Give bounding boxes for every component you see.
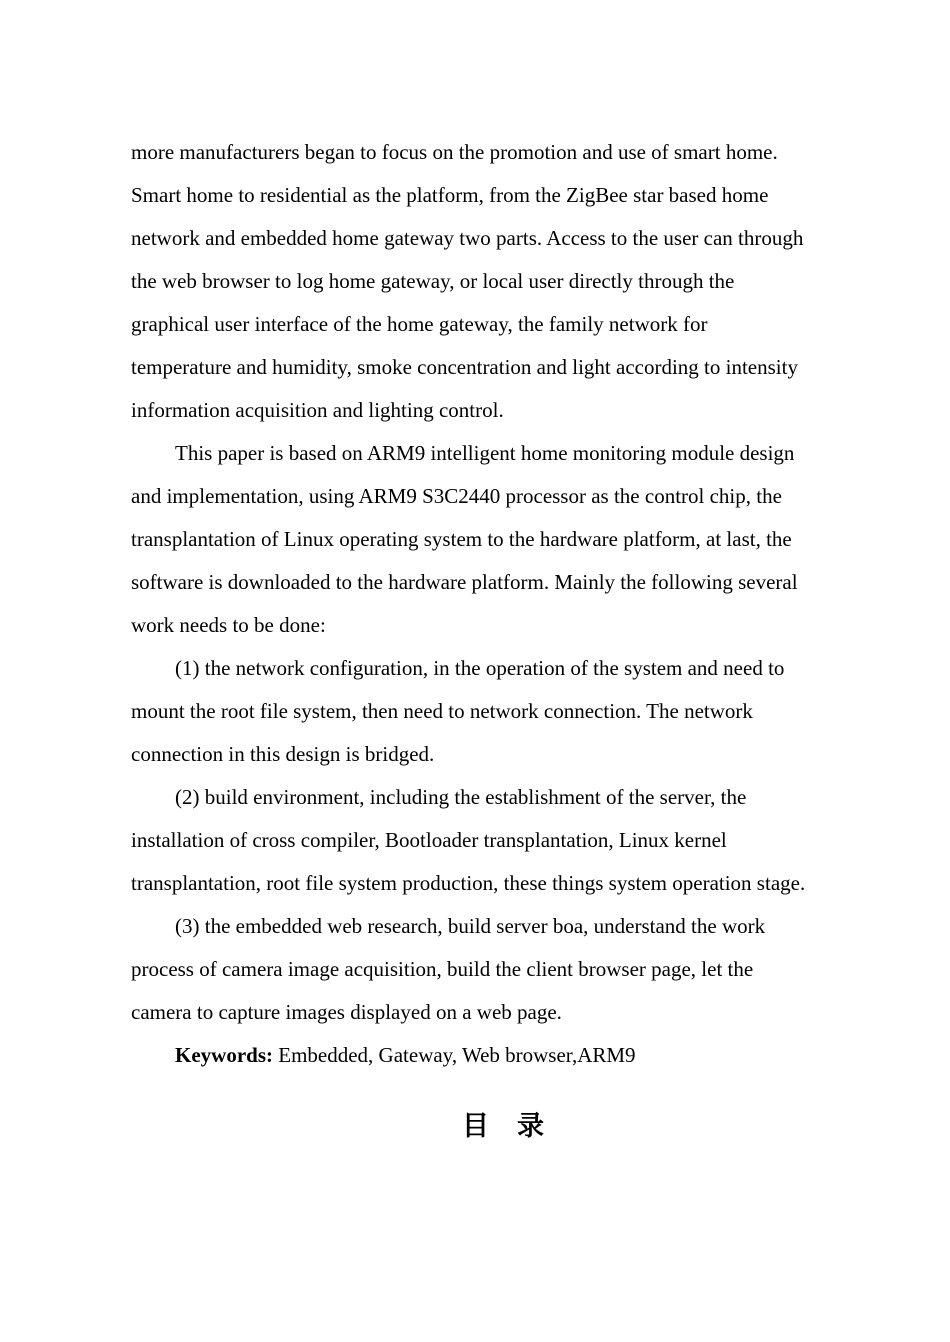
text-line: the web browser to log home gateway, or local user directly through the — [131, 269, 735, 293]
abstract-body — [131, 131, 843, 1077]
keywords-value: Embedded, Gateway, Web browser,ARM9 — [273, 1043, 636, 1067]
abstract-paragraph-4 — [131, 776, 843, 905]
text-line: (2) build environment, including the establishment of the server, the — [175, 785, 747, 809]
text-line: (1) the network configuration, in the operation of the system and need to — [175, 656, 785, 680]
text-line: work needs to be done: — [131, 613, 326, 637]
text-line: temperature and humidity, smoke concentration and light according to intensity — [131, 355, 798, 379]
text-line: installation of cross compiler, Bootloader transplantation, Linux kernel — [131, 828, 727, 852]
text-line: connection in this design is bridged. — [131, 742, 435, 766]
keywords-line — [131, 1034, 843, 1077]
text-line: (3) the embedded web research, build server boa, understand the work — [175, 914, 766, 938]
text-line: graphical user interface of the home gateway, the family network for — [131, 312, 708, 336]
abstract-paragraph-1 — [131, 131, 843, 432]
abstract-paragraph-5 — [131, 905, 843, 1034]
toc-heading: 目录 — [462, 1111, 572, 1142]
text-line: mount the root file system, then need to network connection. The network — [131, 699, 753, 723]
keywords-label: Keywords: — [175, 1043, 273, 1067]
text-line: transplantation, root file system production, these things system operation stage. — [131, 871, 806, 895]
text-line: This paper is based on ARM9 intelligent home monitoring module design — [175, 441, 795, 465]
text-line: Smart home to residential as the platform, from the ZigBee star based home — [131, 183, 769, 207]
abstract-paragraph-3 — [131, 647, 843, 776]
text-line: network and embedded home gateway two parts. Access to the user can through — [131, 226, 804, 250]
text-line: transplantation of Linux operating system to the hardware platform, at last, the — [131, 527, 792, 551]
text-line: software is downloaded to the hardware platform. Mainly the following several — [131, 570, 798, 594]
text-line: and implementation, using ARM9 S3C2440 processor as the control chip, the — [131, 484, 782, 508]
text-line: process of camera image acquisition, build the client browser page, let the — [131, 957, 754, 981]
text-line: information acquisition and lighting control. — [131, 398, 504, 422]
text-line: camera to capture images displayed on a web page. — [131, 1000, 562, 1024]
text-line: more manufacturers began to focus on the promotion and use of smart home. — [131, 140, 778, 164]
abstract-paragraph-2 — [131, 432, 843, 647]
